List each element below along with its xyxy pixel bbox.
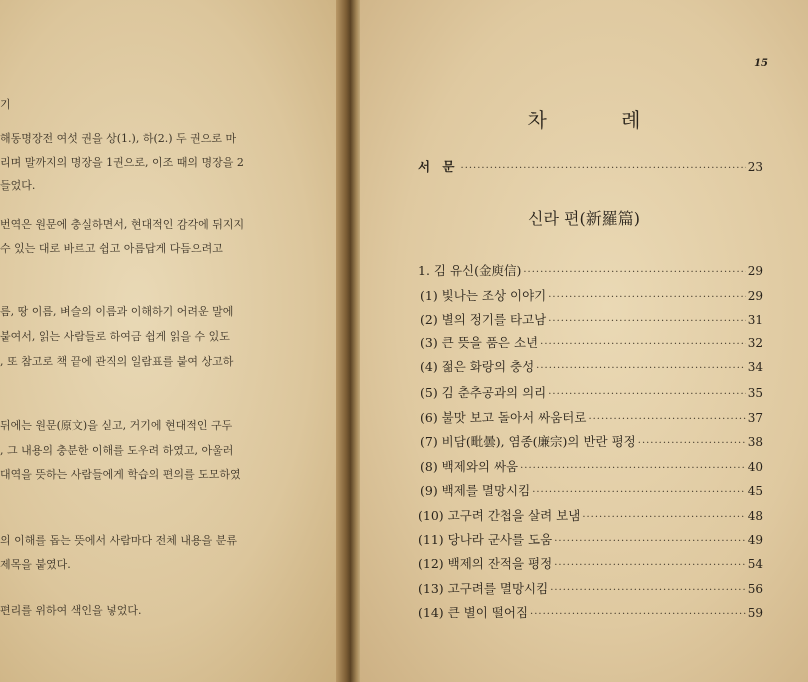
toc-entry-page: 31 xyxy=(747,313,763,327)
leader-dots xyxy=(523,267,745,278)
left-page-line: 기 xyxy=(0,98,11,111)
leader-dots xyxy=(520,463,746,474)
toc-entry-label: (14) 큰 별이 떨어짐 xyxy=(418,605,529,620)
toc-entry-page: 56 xyxy=(747,582,763,596)
leader-dots xyxy=(530,609,746,620)
toc-entry-page: 29 xyxy=(747,289,763,303)
right-page xyxy=(360,0,808,682)
left-page-line: 리며 말까지의 명장을 1권으로, 이조 때의 명장을 2 xyxy=(0,156,244,169)
toc-entry-label: (5) 김 춘추공과의 의리 xyxy=(420,385,547,400)
toc-entry xyxy=(420,481,763,501)
left-page-line: 대역을 뜻하는 사람들에게 학습의 편의를 도모하였 xyxy=(0,468,241,481)
toc-entry xyxy=(420,310,763,330)
toc-entry-label: (8) 백제와의 싸움 xyxy=(420,459,519,474)
toc-entry-page: 59 xyxy=(747,606,763,620)
toc-entry-label: (7) 비담(毗曇), 염종(廉宗)의 반란 평정 xyxy=(420,434,636,449)
toc-entry-label: 1. 김 유신(金庾信) xyxy=(418,263,522,278)
toc-entry-page: 37 xyxy=(747,411,763,425)
leader-dots xyxy=(638,438,746,449)
left-page-line: 수 있는 대로 바르고 쉽고 아름답게 다듬으려고 xyxy=(0,242,223,255)
toc-entry xyxy=(420,408,763,428)
toc-entry-page: 23 xyxy=(747,160,763,174)
left-page xyxy=(0,0,344,682)
leader-dots xyxy=(548,316,745,327)
toc-entry-page: 45 xyxy=(747,484,763,498)
toc-entry-page: 38 xyxy=(747,435,763,449)
toc-entry-label: (13) 고구려를 멸망시킴 xyxy=(418,581,549,596)
left-page-line: 편리를 위하여 색인을 넣었다. xyxy=(0,604,142,617)
left-page-line: 뒤에는 원문(原文)을 싣고, 거기에 현대적인 구두 xyxy=(0,419,233,432)
leader-dots xyxy=(582,512,745,523)
toc-entry-label: (1) 빛나는 조상 이야기 xyxy=(420,288,547,303)
left-page-line: , 그 내용의 충분한 이해를 도우려 하였고, 아울러 xyxy=(0,444,234,457)
toc-entry xyxy=(420,286,763,306)
toc-entry-label: (2) 별의 정기를 타고남 xyxy=(420,312,547,327)
book-gutter xyxy=(336,0,362,682)
toc-title: 차 례 xyxy=(527,108,675,132)
leader-dots xyxy=(588,414,745,425)
left-page-line: 붙여서, 읽는 사람들로 하여금 쉽게 읽을 수 있도 xyxy=(0,330,230,343)
toc-entry-label: (3) 큰 뜻을 품은 소년 xyxy=(420,335,539,350)
leader-dots xyxy=(554,536,746,547)
toc-entry-label: (9) 백제를 멸망시킴 xyxy=(420,483,531,498)
left-page-line: , 또 참고로 책 끝에 관직의 일람표를 붙여 상고하 xyxy=(0,355,234,368)
toc-entry xyxy=(418,603,763,623)
toc-entry xyxy=(420,383,763,403)
leader-dots xyxy=(540,339,746,350)
leader-dots xyxy=(548,292,745,303)
toc-entry-label: (10) 고구려 간첩을 살려 보냄 xyxy=(418,508,581,523)
toc-entry xyxy=(420,333,763,353)
section-title: 신라 편(新羅篇) xyxy=(528,209,640,228)
toc-entry-label: (12) 백제의 잔적을 평정 xyxy=(418,556,553,571)
toc-entry xyxy=(420,357,763,377)
toc-entry-label: (11) 당나라 군사를 도움 xyxy=(418,532,553,547)
toc-entry xyxy=(418,554,763,574)
toc-entry-label: 서 문 xyxy=(418,159,459,174)
toc-entry xyxy=(418,579,763,599)
toc-entry xyxy=(420,457,763,477)
leader-dots xyxy=(554,560,746,571)
left-page-line: 번역은 원문에 충실하면서, 현대적인 감각에 뒤지지 xyxy=(0,218,245,231)
leader-dots xyxy=(536,363,746,374)
toc-entry-chapter xyxy=(418,261,763,281)
leader-dots xyxy=(550,585,746,596)
left-page-line: 들었다. xyxy=(0,179,36,192)
toc-entry-preface xyxy=(418,157,763,177)
toc-entry-page: 32 xyxy=(747,336,763,350)
left-page-line: 의 이해를 돕는 뜻에서 사람마다 전체 내용을 분류 xyxy=(0,534,237,547)
toc-entry-page: 34 xyxy=(747,360,763,374)
toc-entry-page: 49 xyxy=(747,533,763,547)
left-page-line: 해동명장전 여섯 권을 상(1.), 하(2.) 두 권으로 마 xyxy=(0,132,237,145)
toc-entry-page: 48 xyxy=(747,509,763,523)
leader-dots xyxy=(461,163,746,174)
toc-entry-page: 29 xyxy=(747,264,763,278)
toc-entry-page: 54 xyxy=(747,557,763,571)
toc-entry-label: (6) 불맛 보고 돌아서 싸움터로 xyxy=(420,410,587,425)
leader-dots xyxy=(532,487,746,498)
toc-entry xyxy=(418,530,763,550)
left-page-line: 름, 땅 이름, 벼슬의 이름과 이해하기 어려운 말에 xyxy=(0,305,234,318)
leader-dots xyxy=(548,389,745,400)
toc-entry-page: 35 xyxy=(747,386,763,400)
toc-entry xyxy=(420,432,763,452)
page-number: 15 xyxy=(754,58,768,69)
toc-entry xyxy=(418,506,763,526)
left-page-line: 제목을 붙였다. xyxy=(0,558,71,571)
toc-entry-page: 40 xyxy=(747,460,763,474)
toc-entry-label: (4) 젊은 화랑의 충성 xyxy=(420,359,535,374)
